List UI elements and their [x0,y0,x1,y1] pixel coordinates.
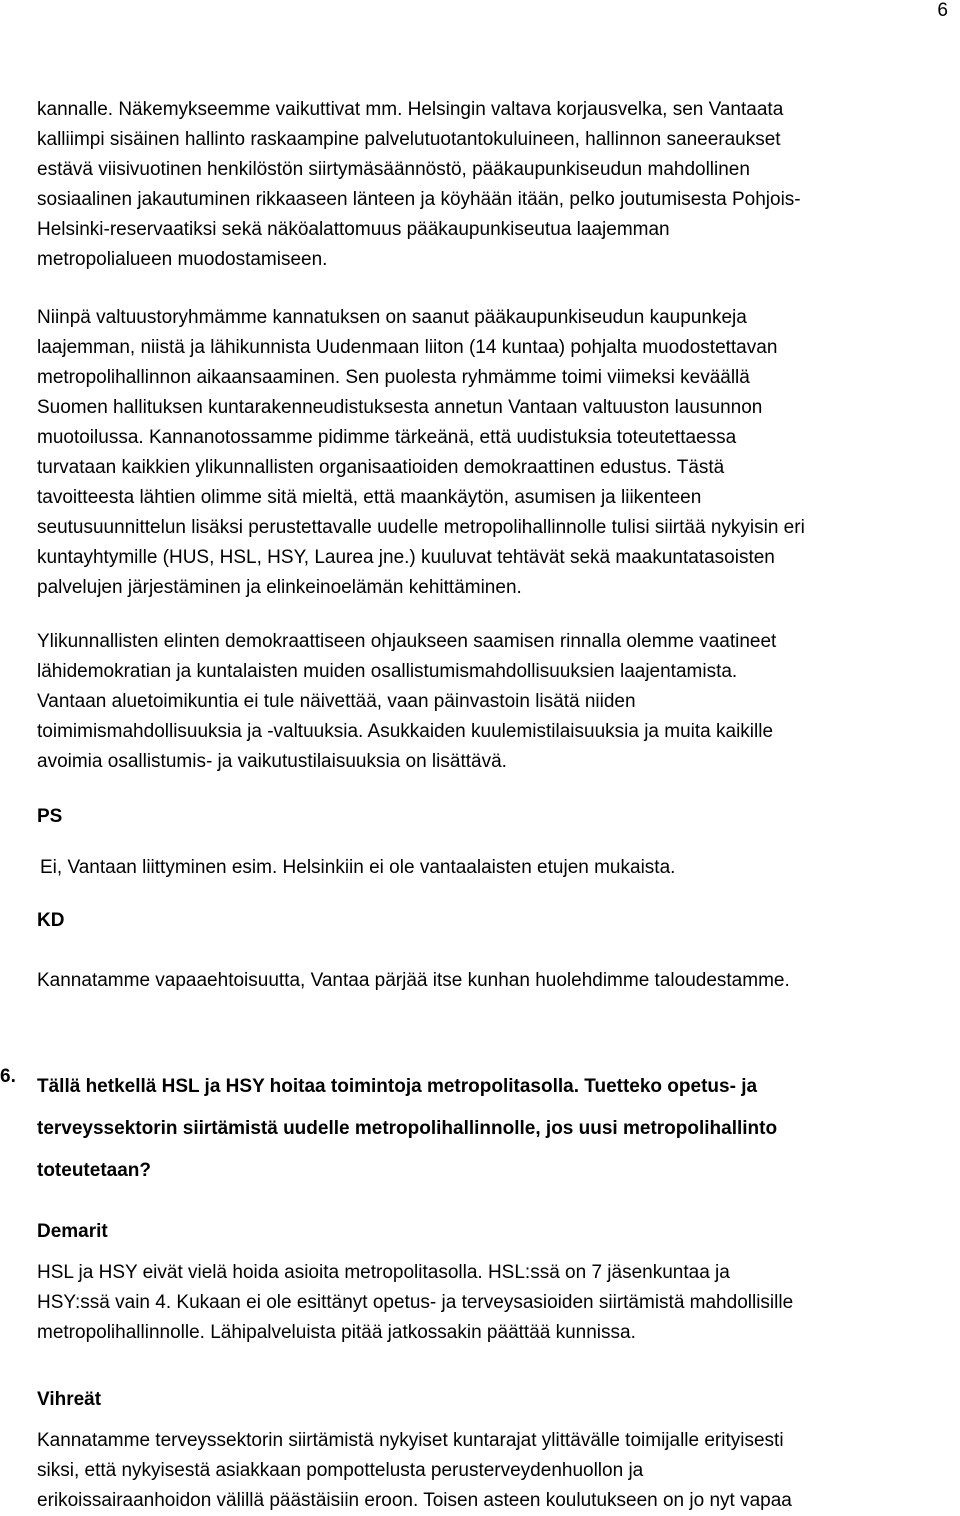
text-line: siksi, että nykyisestä asiakkaan pompottelusta perusterveydenhuollon ja [37,1460,644,1481]
text-line: toimimismahdollisuuksia ja -valtuuksia. Asukkaiden kuulemistilaisuuksia ja muita kaikille [37,721,774,742]
paragraph-metropolihallinto [37,303,957,603]
text-line: estävä viisivuotinen henkilöstön siirtymäsäännöstö, pääkaupunkiseudun mahdollinen [37,159,750,180]
text-line: HSL ja HSY eivät vielä hoida asioita metropolitasolla. HSL:ssä on 7 jäsenkuntaa ja [37,1262,730,1283]
text-line: lähidemokratian ja kuntalaisten muiden osallistumismahdollisuuksien laajentamista. [37,661,738,682]
text-line: Vantaan aluetoimikuntia ei tule näivettää, vaan päinvastoin lisätä niiden [37,691,636,712]
text-line: seutusuunnittelun lisäksi perustettavalle uudelle metropolihallinnolle tulisi siirtää nykyisin eri [37,517,805,538]
text-line: tavoitteesta lähtien olimme sitä mieltä, että maankäytön, asumisen ja liikenteen [37,487,702,508]
party-heading-demarit: Demarit [37,1221,108,1242]
text-line: avoimia osallistumis- ja vaikutustilaisuuksia on lisättävä. [37,751,507,772]
text-line: sosiaalinen jakautuminen rikkaaseen länteen ja köyhään itään, pelko joutumisesta Pohjois- [37,189,801,210]
party-answer-ps: Ei, Vantaan liittyminen esim. Helsinkiin ei ole vantaalaisten etujen mukaista. [40,857,676,878]
text-line: metropolihallinnon aikaansaaminen. Sen puolesta ryhmämme toimi viimeksi keväällä [37,367,750,388]
text-line: Niinpä valtuustoryhmämme kannatuksen on saanut pääkaupunkiseudun kaupunkeja [37,307,747,328]
question-text [37,1066,777,1192]
text-line: erikoissairaanhoidon välillä päästäisiin eroon. Toisen asteen koulutukseen on jo nyt vapaa [37,1490,792,1511]
text-line: kalliimpi sisäinen hallinto raskaampine palvelutuotantokuluineen, hallinnon saneeraukset [37,129,781,150]
text-line: turvataan kaikkien ylikunnallisten organisaatioiden demokraattinen edustus. Tästä [37,457,725,478]
text-line: kuntayhtymille (HUS, HSL, HSY, Laurea jne.) kuuluvat tehtävät sekä maakuntatasoisten [37,547,775,568]
page-number: 6 [937,0,948,21]
paragraph-lahidemokratia [37,627,957,777]
question-line: toteutetaan? [37,1160,151,1181]
text-line: metropolialueen muodostamiseen. [37,249,328,270]
party-answer-vihreat [37,1426,957,1516]
text-line: Suomen hallituksen kuntarakenneudistuksesta annetun Vantaan valtuuston lausunnon [37,397,763,418]
party-answer-demarit [37,1258,957,1348]
paragraph-intro [37,95,957,275]
text-line: Ylikunnallisten elinten demokraattiseen ohjaukseen saamisen rinnalla olemme vaatineet [37,631,777,652]
text-line: Kannatamme terveyssektorin siirtämistä nykyiset kuntarajat ylittävälle toimijalle erityisesti [37,1430,784,1451]
text-line: HSY:ssä vain 4. Kukaan ei ole esittänyt opetus- ja terveysasioiden siirtämistä mahdollisille [37,1292,794,1313]
party-answer-kd: Kannatamme vapaaehtoisuutta, Vantaa pärjää itse kunhan huolehdimme taloudestamme. [37,970,790,991]
text-line: kannalle. Näkemykseemme vaikuttivat mm. Helsingin valtava korjausvelka, sen Vantaata [37,99,784,120]
text-line: muotoilussa. Kannanotossamme pidimme tärkeänä, että uudistuksia toteutettaessa [37,427,737,448]
question-line: terveyssektorin siirtämistä uudelle metropolihallinnolle, jos uusi metropolihallinto [37,1118,778,1139]
party-heading-ps: PS [37,806,63,827]
text-line: Helsinki-reservaatiksi sekä näköalattomuus pääkaupunkiseutua laajemman [37,219,670,240]
question-line: Tällä hetkellä HSL ja HSY hoitaa toimintoja metropolitasolla. Tuetteko opetus- ja [37,1076,758,1097]
text-line: metropolihallinnolle. Lähipalveluista pitää jatkossakin päättää kunnissa. [37,1322,636,1343]
text-line: palvelujen järjestäminen ja elinkeinoelämän kehittäminen. [37,577,522,598]
question-number: 6. [0,1066,16,1087]
party-heading-vihreat: Vihreät [37,1389,102,1410]
party-heading-kd: KD [37,910,65,931]
text-line: laajemman, niistä ja lähikunnista Uudenmaan liiton (14 kuntaa) pohjalta muodostettavan [37,337,778,358]
